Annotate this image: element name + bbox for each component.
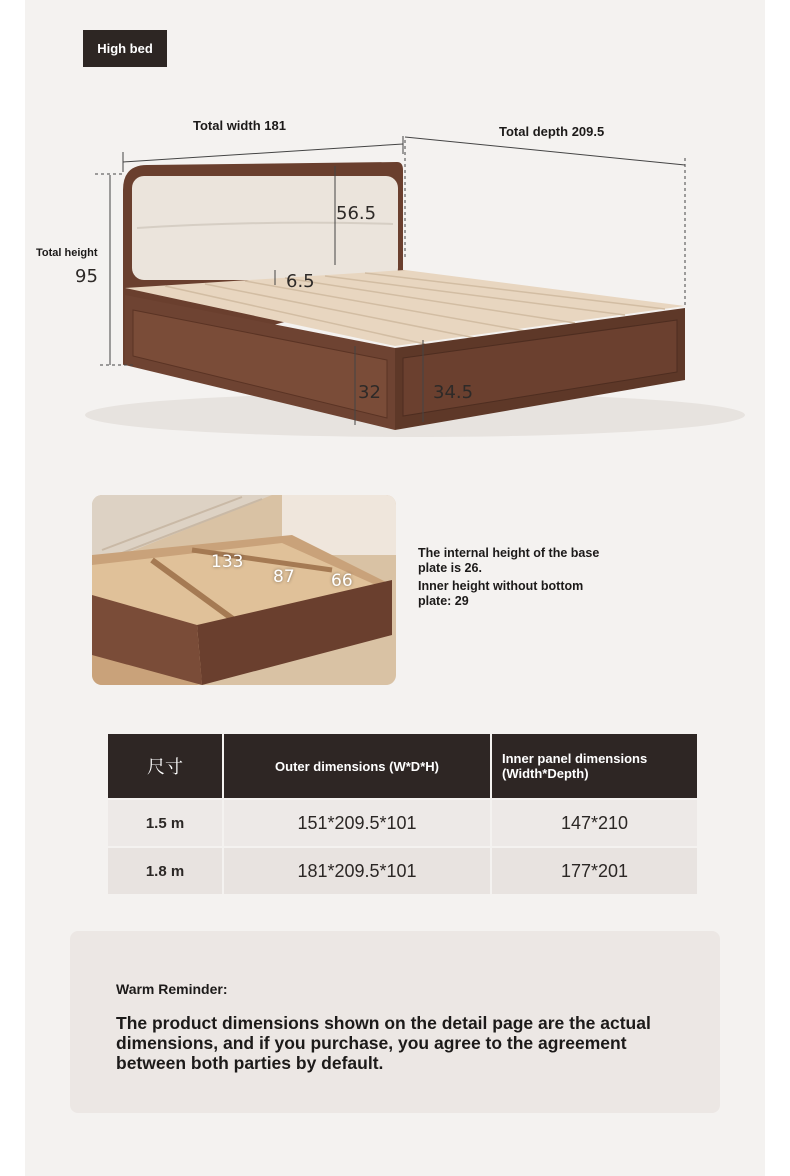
header-inner-dimensions: Inner panel dimensions (Width*Depth) bbox=[492, 734, 697, 798]
total-height-value: 95 bbox=[75, 266, 98, 287]
total-height-label: Total height bbox=[36, 247, 98, 259]
product-dimension-page bbox=[25, 0, 765, 1176]
row-outer: 181*209.5*101 bbox=[224, 846, 492, 894]
row-size: 1.8 m bbox=[108, 846, 224, 894]
bed-illustration bbox=[25, 110, 765, 450]
foot-height-value: 34.5 bbox=[433, 382, 474, 403]
size-table bbox=[108, 734, 697, 894]
total-width-label: Total width 181 bbox=[193, 118, 286, 133]
headboard-height-value: 56.5 bbox=[336, 203, 377, 224]
header-outer-dimensions: Outer dimensions (W*D*H) bbox=[224, 734, 492, 798]
row-inner: 147*210 bbox=[492, 798, 697, 846]
high-bed-badge: High bed bbox=[83, 30, 167, 67]
storage-length-value: 133 bbox=[211, 552, 244, 572]
row-outer: 151*209.5*101 bbox=[224, 798, 492, 846]
base-plate-height-note: The internal height of the base plate is 26. bbox=[418, 546, 600, 575]
total-depth-label: Total depth 209.5 bbox=[499, 124, 605, 139]
row-inner: 177*201 bbox=[492, 846, 697, 894]
table-row bbox=[108, 846, 697, 894]
table-row bbox=[108, 798, 697, 846]
table-header-row bbox=[108, 734, 697, 798]
gap-height-value: 6.5 bbox=[286, 271, 315, 292]
inner-height-note: Inner height without bottom plate: 29 bbox=[418, 579, 584, 608]
side-height-value: 32 bbox=[358, 382, 381, 403]
storage-width-value: 66 bbox=[331, 571, 353, 591]
row-size: 1.5 m bbox=[108, 798, 224, 846]
warm-reminder-box bbox=[70, 931, 720, 1113]
reminder-body: The product dimensions shown on the detail page are the actual dimensions, and if you purchase, you agree to the agreement between both parties by default. bbox=[116, 1013, 651, 1073]
reminder-title: Warm Reminder: bbox=[116, 981, 228, 997]
storage-compartment-image bbox=[92, 495, 396, 685]
storage-middle-value: 87 bbox=[273, 567, 295, 587]
header-size: 尺寸 bbox=[108, 734, 224, 798]
